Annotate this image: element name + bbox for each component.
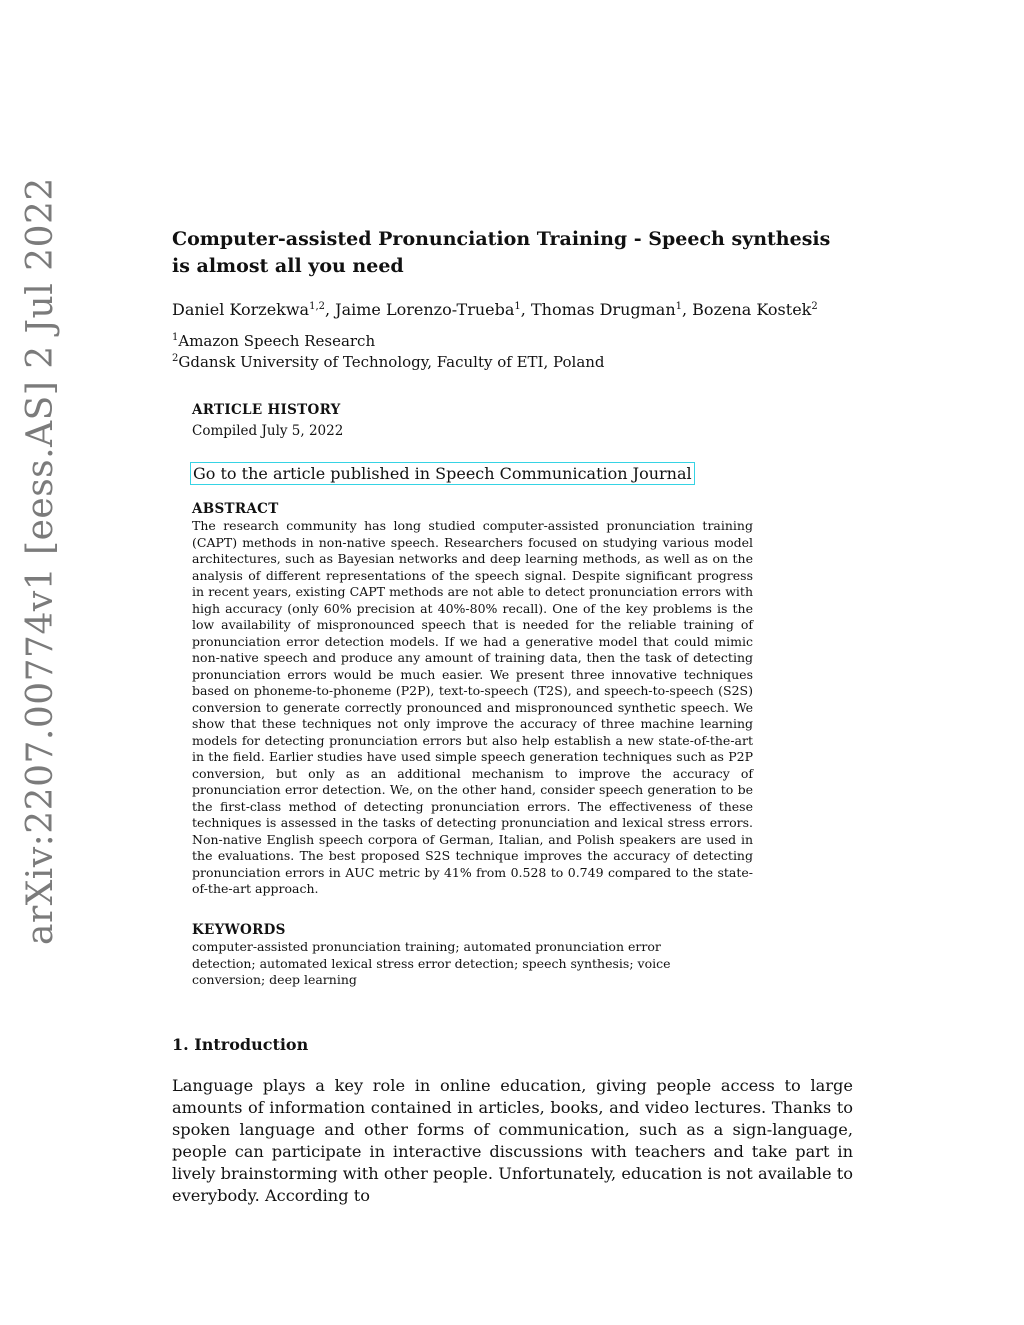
keywords-list: computer-assisted pronunciation training; automated pronunciation error detection; automated lexical stress error detection; speech synthesis; voice conversion; deep learning [192, 939, 671, 987]
abstract-body: The research community has long studied computer-assisted pronunciation training (CAPT) methods in non-native speech. Researchers focused on studying various model architectures, such as Bayesian networks and deep learning methods, as well as on the analysis of different representations of the speech signal. Despite significant progress in recent years, existing CAPT methods are not able to detect pronunciation errors with high accuracy (only 60% precision at 40%-80% recall). One of the key problems is the low availability of mispronounced speech that is needed for the reliable training of pronunciation error detection models. If we had a generative model that could mimic non-native speech and produce any amount of training data, then the task of detecting pronunciation errors would be much easier. We present three innovative techniques based on phoneme-to-phoneme (P2P), text-to-speech (T2S), and speech-to-speech (S2S) conversion to generate correctly pronounced and mispronounced synthetic speech. We show that these techniques not only improve the accuracy of three machine learning models for detecting pronunciation errors but also help establish a new state-of-the-art in the field. Earlier studies have used simple speech generation techniques such as P2P conversion, but only as an additional mechanism to improve the accuracy of pronunciation error detection. We, on the other hand, consider speech generation to be the first-class method of detecting pronunciation errors. The effectiveness of these techniques is assessed in the tasks of detecting pronunciation and lexical stress errors. Non-native English speech corpora of German, Italian, and Polish speakers are used in the evaluations. The best proposed S2S technique improves the accuracy of detecting pronunciation errors in AUC metric by 41% from 0.528 to 0.749 compared to the state-of-the-art approach. [192, 518, 753, 896]
affiliation-2 [172, 352, 772, 372]
affiliation-1 [172, 331, 772, 351]
affiliation-mark: 1 [172, 332, 179, 343]
paper-title: Computer-assisted Pronunciation Training - Speech synthesis is almost all you need [172, 228, 831, 277]
author-affiliation-mark: 2 [811, 301, 818, 312]
section-heading-introduction: 1. Introduction [172, 1035, 309, 1054]
author-separator: , [325, 300, 336, 319]
arxiv-stamp: arXiv:2207.00774v1 [eess.AS] 2 Jul 2022 [20, 177, 61, 945]
author-affiliation-mark: 1,2 [309, 301, 325, 312]
journal-article-link[interactable]: Go to the article published in Speech Communication Journal [190, 462, 695, 485]
compiled-date: Compiled July 5, 2022 [192, 423, 344, 439]
author-separator: , [682, 300, 693, 319]
article-history-heading: ARTICLE HISTORY [192, 402, 341, 418]
affiliation-text: Gdansk University of Technology, Faculty of ETI, Poland [178, 353, 605, 371]
author-name: Bozena Kostek [692, 300, 812, 319]
author-name: Daniel Korzekwa [172, 300, 310, 319]
author-name: Thomas Drugman [530, 300, 676, 319]
author-list [172, 298, 872, 322]
introduction-paragraph: Language plays a key role in online education, giving people access to large amounts of information contained in articles, books, and video lectures. Thanks to spoken language and other forms of communication, such as a sign-language, people can participate in interactive discussions with teachers and take part in lively brainstorming with other people. Unfortunately, education is not available to everybody. According to [172, 1076, 853, 1205]
author-separator: , [520, 300, 531, 319]
author-name: Jaime Lorenzo-Trueba [335, 300, 515, 319]
affiliation-text: Amazon Speech Research [178, 332, 376, 350]
abstract-heading: ABSTRACT [192, 501, 279, 517]
author-affiliation-mark: 1 [514, 301, 521, 312]
author-affiliation-mark: 1 [675, 301, 682, 312]
keywords-heading: KEYWORDS [192, 922, 286, 938]
affiliation-mark: 2 [172, 353, 179, 364]
